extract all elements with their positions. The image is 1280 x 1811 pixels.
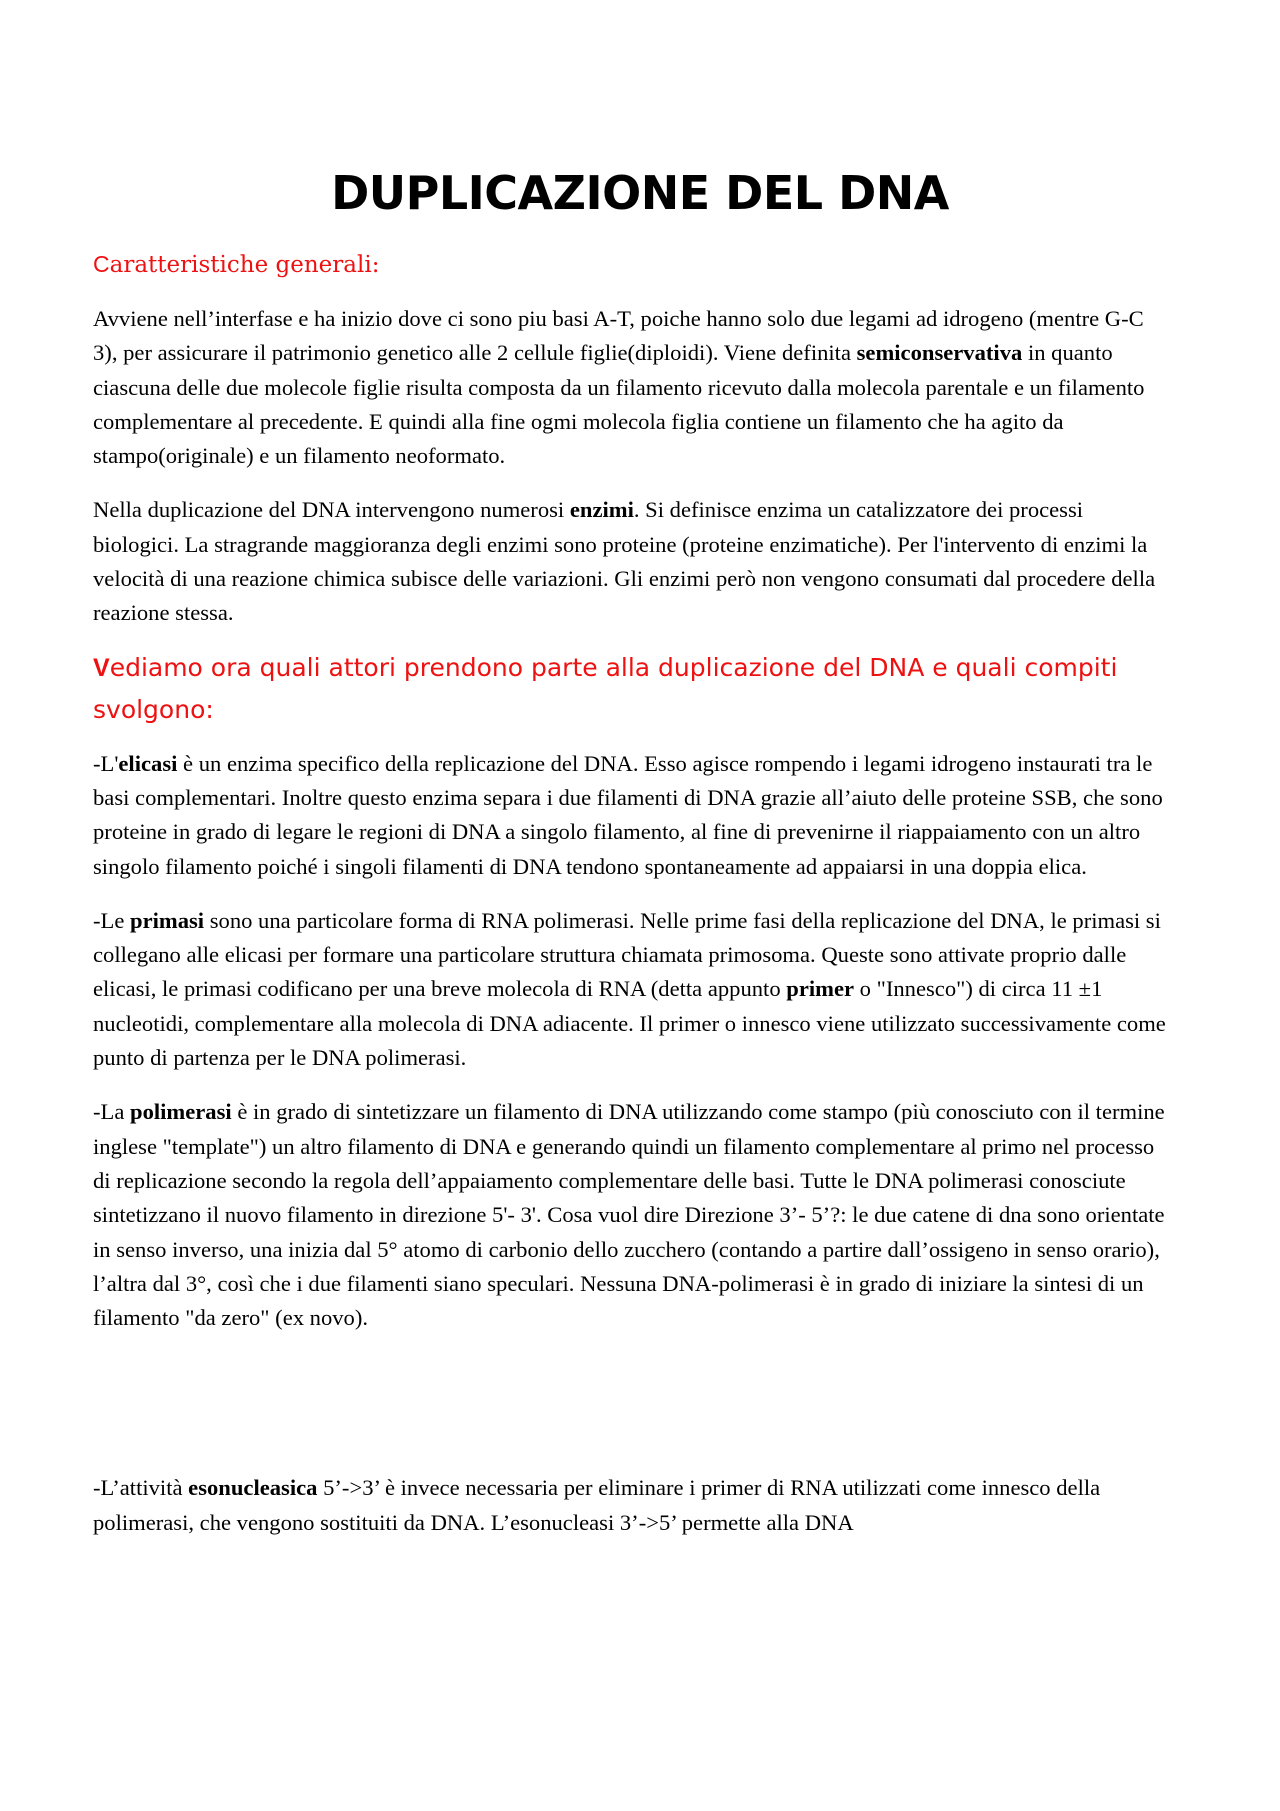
bold-term-polimerasi: polimerasi xyxy=(130,1099,232,1125)
bold-term-elicasi: elicasi xyxy=(118,750,178,776)
paragraph-text: -La xyxy=(93,1099,131,1125)
paragraph-text: Avviene nell’interfase e ha inizio dove ci sono piu basi A-T, poiche hanno solo due legami ad idrogeno (mentre G-C 3), per assicurare il patrimonio genetico alle 2 cellule figlie(diploidi). Viene definita xyxy=(93,306,1144,366)
paragraph-text: -L’attività xyxy=(93,1475,189,1501)
paragraph-text: in quanto ciascuna delle due molecole figlie risulta composta da un filamento ricevuto dalla molecola parentale e un filamento complementare al precedente. E quindi alla fine ogmi molecola figlia contiene un filamento che ha agito da stampo(originale) e un filamento neoformato. xyxy=(93,340,1145,469)
paragraph-text: -L' xyxy=(93,750,119,776)
paragraph-text: 5’->3’ è invece necessaria per eliminare i primer di RNA utilizzati come innesco della polimerasi, che vengono sostituiti da DNA. L’esonucleasi 3’->5’ permette alla DNA xyxy=(93,1475,1101,1535)
document-title: DUPLICAZIONE DEL DNA xyxy=(331,166,949,220)
paragraph-esonucleasica xyxy=(93,1471,1173,1540)
paragraph-interfase xyxy=(93,302,1173,473)
bold-term-enzimi: enzimi xyxy=(569,497,634,523)
paragraph-elicasi xyxy=(93,747,1173,884)
bold-term-primasi: primasi xyxy=(130,907,205,933)
paragraph-text: sono una particolare forma di RNA polimerasi. Nelle prime fasi della replicazione del DNA, le primasi si collegano alle elicasi per formare una particolare struttura chiamata primosoma. Queste sono attivate proprio dalle elicasi, le primasi codificano per una breve molecola di RNA (detta appunto xyxy=(93,907,1161,1002)
bold-term-primer: primer xyxy=(786,976,855,1002)
paragraph-text: o "Innesco") di circa 11 ±1 nucleotidi, complementare alla molecola di DNA adiacente. Il primer o innesco viene utilizzato successivamente come punto di partenza per le DNA polimerasi. xyxy=(93,976,1166,1071)
heading-initial: C xyxy=(93,251,110,277)
section-heading-caratteristiche xyxy=(93,247,1173,282)
heading-initial: V xyxy=(93,653,110,682)
blank-space xyxy=(93,1355,1173,1471)
paragraph-enzimi xyxy=(93,493,1173,630)
document-page xyxy=(93,163,1173,1560)
paragraph-text: è in grado di sintetizzare un filamento di DNA utilizzando come stampo (più conosciuto con il termine inglese "template") un altro filamento di DNA e generando quindi un filamento complementare al primo nel processo di replicazione secondo la regola dell’appaiamento complementare delle basi. Tutte le DNA polimerasi conosciute sintetizzano il nuovo filamento in direzione 5'- 3'. Cosa vuol dire Direzione 3’- 5’?: le due catene di dna sono orientate in senso inverso, una inizia dal 5° atomo di carbonio dello zucchero (contando a partire dall’ossigeno in senso orario), l’altra dal 3°, così che i due filamenti siano speculari. Nessuna DNA-polimerasi è in grado di iniziare la sintesi di un filamento "da zero" (ex novo). xyxy=(93,1099,1165,1331)
heading-text: aratteristiche generali: xyxy=(109,252,380,278)
paragraph-text: è un enzima specifico della replicazione del DNA. Esso agisce rompendo i legami idrogeno instaurati tra le basi complementari. Inoltre questo enzima separa i due filamenti di DNA grazie all’aiuto delle proteine SSB, che sono proteine in grado di legare le regioni di DNA a singolo filamento, al fine di prevenirne il riappaiamento con un altro singolo filamento poiché i singoli filamenti di DNA tendono spontaneamente ad appaiarsi in una doppia elica. xyxy=(93,750,1163,879)
section-heading-attori xyxy=(93,647,1173,731)
heading-text: ediamo ora quali attori prendono parte alla duplicazione del DNA e quali compiti svolgono: xyxy=(93,652,1118,724)
paragraph-text: . Si definisce enzima un catalizzatore dei processi biologici. La stragrande maggioranza degli enzimi sono proteine (proteine enzimatiche). Per l'intervento di enzimi la velocità di una reazione chimica subisce delle variazioni. Gli enzimi però non vengono consumati dal procedere della reazione stessa. xyxy=(93,497,1156,626)
paragraph-text: -Le xyxy=(93,907,131,933)
paragraph-polimerasi xyxy=(93,1095,1173,1335)
paragraph-text: Nella duplicazione del DNA intervengono numerosi xyxy=(93,497,570,523)
bold-term-esonucleasica: esonucleasica xyxy=(188,1475,318,1501)
paragraph-primasi xyxy=(93,904,1173,1075)
bold-term-semiconservativa: semiconservativa xyxy=(856,340,1023,366)
